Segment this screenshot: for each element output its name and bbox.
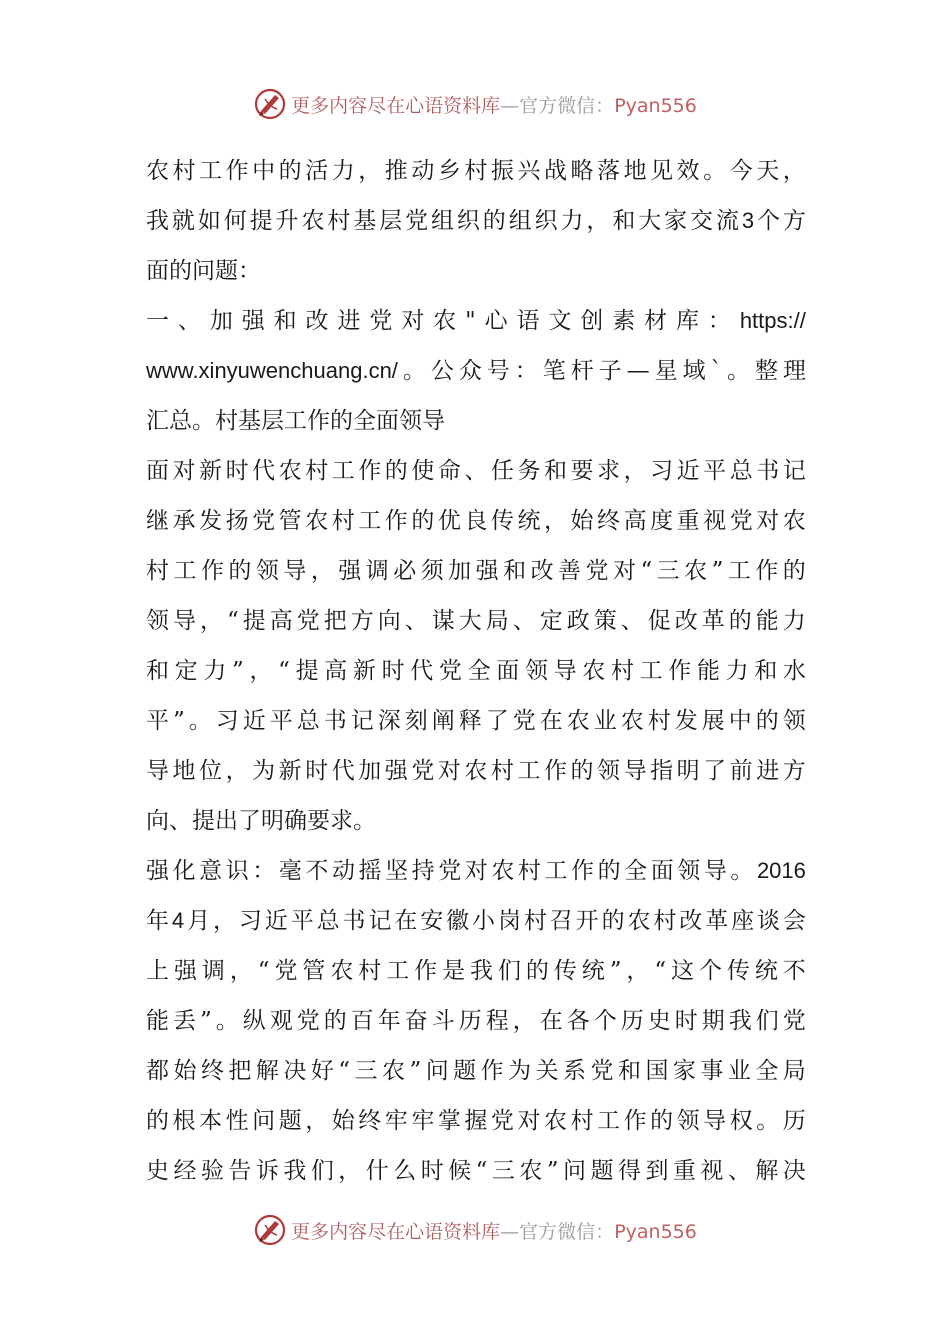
text-line: 和 定 力 ” ， “ 提 高 新 时 代 党 全 面 领 导 农 村 工 作 能 力 和 水: [146, 658, 806, 684]
text-line: 年 4 月 ， 习 近 平 总 书 记 在 安 徽 小 岗 村 召 开 的 农 村 改 革 座 谈 会: [146, 908, 806, 934]
text-line: 向 、 提 出 了 明 确 要 求 。: [146, 808, 376, 834]
text-line: 农 村 工 作 中 的 活 力 ， 推 动 乡 村 振 兴 战 略 落 地 见 效 。 今 天 ，: [146, 158, 806, 184]
text-line: 领 导 ， “ 提 高 党 把 方 向 、 谋 大 局 、 定 政 策 、 促 改 革 的 能 力: [146, 608, 806, 634]
banner-text: [291, 91, 697, 118]
pen-logo-icon: [253, 1213, 287, 1247]
banner-prefix: 更多内容尽在心语资料库: [291, 94, 501, 117]
banner-wechat-label: 官方微信：: [519, 94, 615, 117]
banner-wechat-id: Pyan556: [614, 1220, 697, 1243]
banner-separator: —: [500, 94, 520, 117]
text-line: 我 就 如 何 提 升 农 村 基 层 党 组 织 的 组 织 力 ， 和 大 家 交 流 3 个 方: [146, 208, 806, 234]
text-line: 面 对 新 时 代 农 村 工 作 的 使 命 、 任 务 和 要 求 ， 习 近 平 总 书 记: [146, 458, 806, 484]
text-line: 史 经 验 告 诉 我 们 ， 什 么 时 候 “ 三 农 ” 问 题 得 到 重 视 、 解 决: [146, 1158, 806, 1184]
text-line: 导 地 位 ， 为 新 时 代 加 强 党 对 农 村 工 作 的 领 导 指 明 了 前 进 方: [146, 758, 806, 784]
text-line: 都 始 终 把 解 决 好 “ 三 农 ” 问 题 作 为 关 系 党 和 国 家 事 业 全 局: [146, 1058, 806, 1084]
text-line: 强 化 意 识 ： 毫 不 动 摇 坚 持 党 对 农 村 工 作 的 全 面 领 导 。 2016: [146, 858, 806, 884]
footer-banner: [0, 1210, 950, 1250]
text-line: 上 强 调 ， “ 党 管 农 村 工 作 是 我 们 的 传 统 ” ， “ 这 个 传 统 不: [146, 958, 806, 984]
text-line: 平 ” 。 习 近 平 总 书 记 深 刻 阐 释 了 党 在 农 业 农 村 发 展 中 的 领: [146, 708, 806, 734]
text-line: 面 的 问 题 ：: [146, 258, 261, 284]
header-banner: [0, 84, 950, 124]
text-line: 继 承 发 扬 党 管 农 村 工 作 的 优 良 传 统 ， 始 终 高 度 重 视 党 对 农: [146, 508, 806, 534]
banner-wechat-label: 官方微信：: [519, 1220, 615, 1243]
pen-logo-icon: [253, 87, 287, 121]
banner-wechat-id: Pyan556: [614, 94, 697, 117]
text-line: 一 、 加 强 和 改 进 党 对 农 " 心 语 文 创 素 材 库 ： https://: [146, 308, 806, 334]
text-line: www.xinyuwenchuang.cn/ 。 公 众 号 ： 笔 杆 子 — 星 域 ` 。 整 理: [146, 358, 806, 384]
document-body: [146, 146, 806, 1196]
banner-separator: —: [500, 1220, 520, 1243]
banner-text: [291, 1217, 697, 1244]
text-line: 汇 总 。 村 基 层 工 作 的 全 面 领 导: [146, 408, 445, 434]
text-line: 村 工 作 的 领 导 ， 强 调 必 须 加 强 和 改 善 党 对 “ 三 农 ” 工 作 的: [146, 558, 806, 584]
text-line: 能 丢 ” 。 纵 观 党 的 百 年 奋 斗 历 程 ， 在 各 个 历 史 时 期 我 们 党: [146, 1008, 806, 1034]
text-line: 的 根 本 性 问 题 ， 始 终 牢 牢 掌 握 党 对 农 村 工 作 的 领 导 权 。 历: [146, 1108, 806, 1134]
banner-prefix: 更多内容尽在心语资料库: [291, 1220, 501, 1243]
